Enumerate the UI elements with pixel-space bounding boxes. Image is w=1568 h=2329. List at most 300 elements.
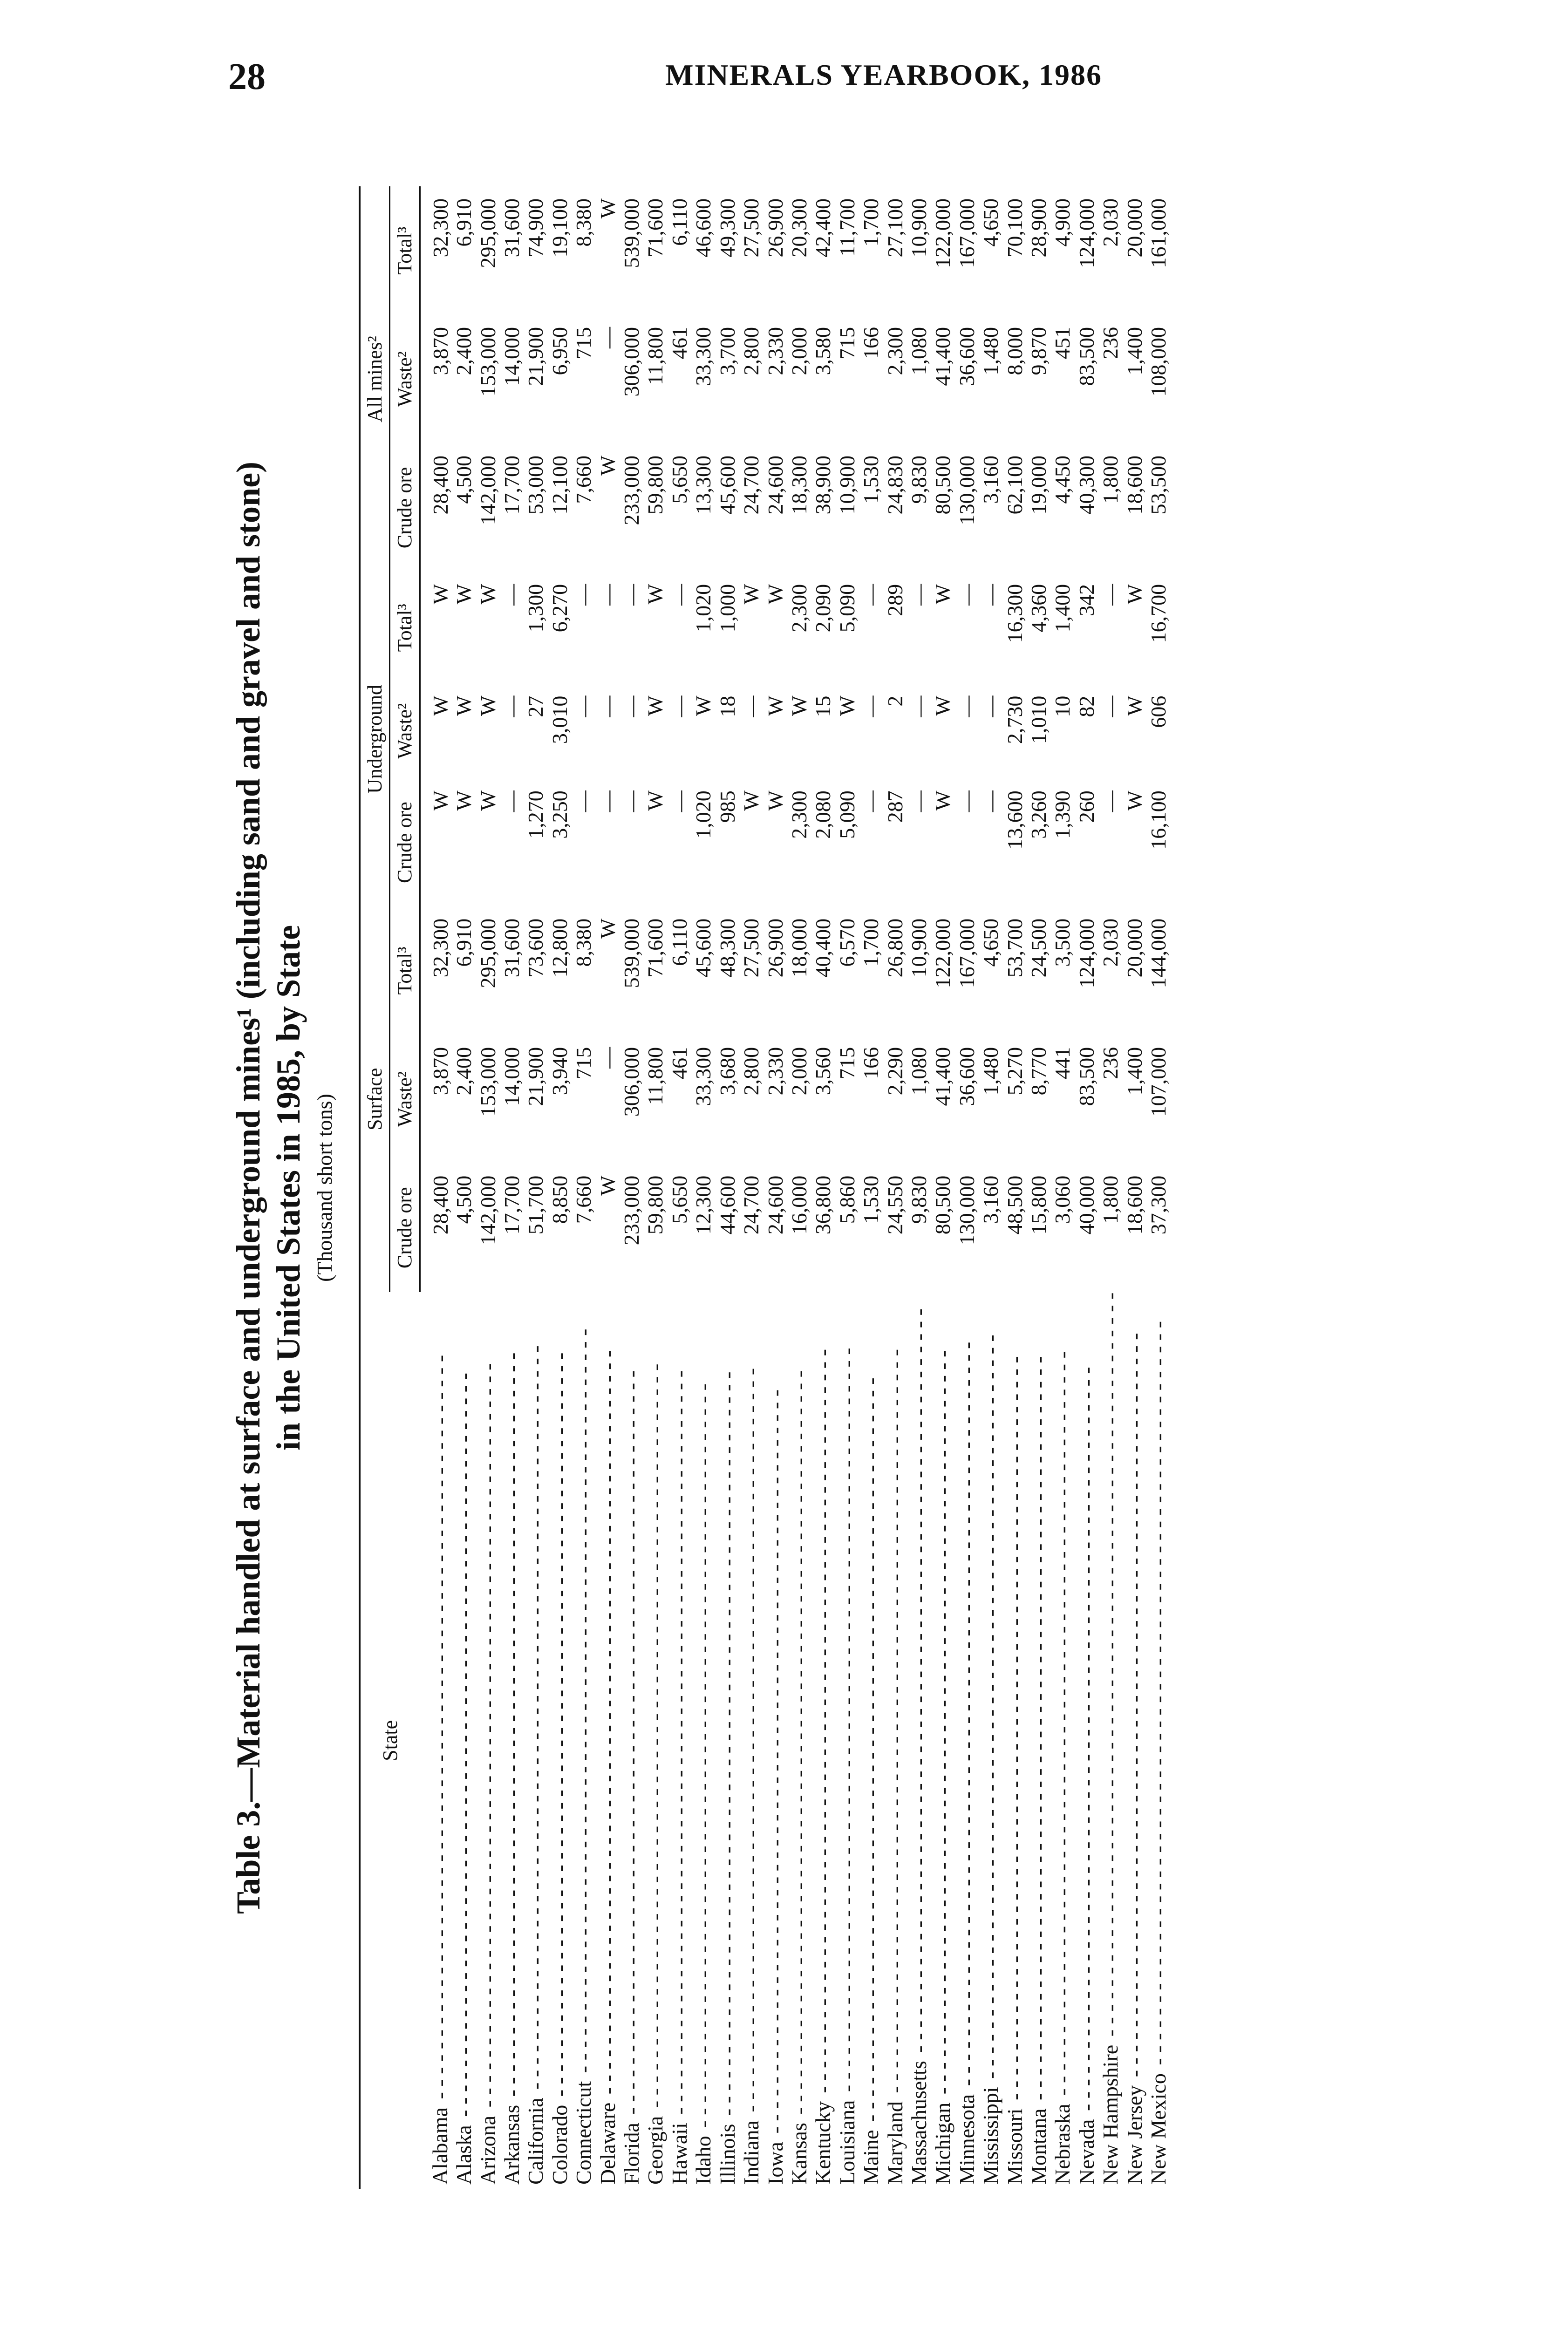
state-cell: [764, 1292, 787, 2189]
cell-underground-crude-ore: W: [763, 790, 787, 811]
state-cell: [811, 1292, 835, 2189]
cell-all-total: 49,300: [715, 198, 739, 258]
cell-underground-total: —: [572, 584, 596, 606]
state-cell: [907, 1292, 931, 2189]
cell-surface-waste: 5,270: [1002, 1047, 1027, 1096]
cell-surface-total: 48,300: [715, 918, 739, 978]
state-cell: [1027, 1292, 1050, 2189]
cell-all-total: 27,500: [739, 198, 764, 258]
state-name: Kentucky: [811, 2098, 835, 2185]
cell-all-total: 167,000: [954, 198, 979, 268]
cell-all-total: 4,650: [979, 198, 1003, 247]
cell-all-total: 161,000: [1146, 198, 1170, 268]
dot-leader: - - - - - - - - - - - - - - - - - - - - - - - - - - - - - - - - - - - - - - - - - - - - - - - - - - - - - - - - - - - -: [1122, 1333, 1146, 2083]
cell-surface-waste: 461: [667, 1047, 691, 1079]
cell-surface-crude-ore: 40,000: [1074, 1175, 1098, 1235]
cell-all-waste: 236: [1098, 327, 1123, 360]
cell-all-crude-ore: 45,600: [715, 455, 739, 515]
state-name: Arizona: [476, 2113, 500, 2185]
cell-surface-waste: 2,290: [883, 1047, 907, 1096]
cell-all-waste: 1,080: [907, 327, 931, 375]
cell-surface-waste: 441: [1050, 1047, 1075, 1079]
cell-surface-total: 6,110: [667, 918, 691, 966]
cell-all-total: 2,030: [1098, 198, 1123, 247]
cell-all-waste: 166: [859, 327, 883, 360]
cell-surface-total: 6,910: [452, 918, 476, 967]
dot-leader: - - - - - - - - - - - - - - - - - - - - - - - - - - - - - - - - - - - - - - - - - - - - - - - - - - - - - - - - - - - -: [931, 1350, 955, 2100]
cell-surface-waste: 2,330: [763, 1047, 787, 1096]
cell-surface-crude-ore: 8,850: [547, 1175, 572, 1224]
cell-underground-total: —: [907, 584, 931, 606]
table-row: [931, 186, 954, 2189]
cell-surface-waste: 153,000: [476, 1047, 500, 1117]
cell-surface-total: 27,500: [739, 918, 764, 978]
cell-all-total: 124,000: [1074, 198, 1098, 268]
cell-all-waste: 8,000: [1002, 327, 1027, 375]
cell-underground-waste: —: [859, 695, 883, 717]
table-row: [1146, 186, 1170, 2189]
col-group-all-mines: All mines²: [360, 186, 390, 572]
cell-surface-total: 144,000: [1146, 918, 1170, 988]
cell-underground-total: 16,300: [1002, 584, 1027, 643]
cell-all-total: 28,900: [1026, 198, 1050, 258]
cell-all-total: 71,600: [643, 198, 668, 258]
dot-leader: - - - - - - - - - - - - - - - - - - - - - - - - - - - - - - - - - - - - - - - - - - - - - - - - - - - - - - - - - - - -: [954, 1342, 979, 2091]
table-title-line-2: in the United States in 1985, by State: [270, 925, 307, 1451]
cell-underground-crude-ore: W: [476, 790, 500, 811]
cell-all-waste: 33,300: [691, 327, 716, 386]
table-title: [228, 186, 308, 2189]
state-name: Nebraska: [1050, 2101, 1074, 2185]
cell-surface-waste: 236: [1098, 1047, 1123, 1079]
cell-all-waste: 451: [1050, 327, 1075, 360]
cell-all-waste: 41,400: [931, 327, 955, 386]
col-header-all-waste: Waste²: [390, 315, 420, 443]
cell-underground-crude-ore: —: [572, 790, 596, 812]
state-cell: [859, 1292, 883, 2189]
cell-all-crude-ore: 13,300: [691, 455, 716, 515]
state-name: Illinois: [716, 2121, 739, 2185]
state-name: Delaware: [596, 2100, 620, 2185]
state-cell: [955, 1292, 979, 2189]
state-name: New Jersey: [1123, 2083, 1146, 2185]
table-row: [1050, 186, 1074, 2189]
rotated-table-block: [219, 186, 1430, 2189]
cell-all-waste: 2,000: [787, 327, 811, 375]
cell-surface-waste: 3,940: [547, 1047, 572, 1096]
cell-all-waste: 9,870: [1026, 327, 1050, 375]
cell-surface-waste: 21,900: [524, 1047, 548, 1106]
cell-underground-total: —: [667, 584, 691, 606]
state-cell: [452, 1292, 476, 2189]
state-cell: [691, 1292, 715, 2189]
state-cell: [643, 1292, 667, 2189]
cell-underground-crude-ore: 13,600: [1002, 790, 1027, 850]
cell-all-total: 19,100: [547, 198, 572, 258]
state-name: Georgia: [643, 2113, 667, 2185]
state-cell: [1003, 1292, 1027, 2189]
table-row: [1098, 186, 1122, 2189]
table-row: [572, 186, 595, 2189]
cell-all-crude-ore: 18,600: [1122, 455, 1146, 515]
cell-all-total: 46,600: [691, 198, 716, 258]
state-name: Colorado: [548, 2102, 572, 2185]
cell-surface-crude-ore: 4,500: [452, 1175, 476, 1224]
cell-all-total: 4,900: [1050, 198, 1075, 247]
cell-underground-crude-ore: W: [1122, 790, 1146, 811]
cell-all-total: 8,380: [572, 198, 596, 247]
dot-leader: - - - - - - - - - - - - - - - - - - - - - - - - - - - - - - - - - - - - - - - - - - - - - - - - - - - - - - - - - - - -: [859, 1377, 883, 2127]
cell-surface-crude-ore: 3,160: [979, 1175, 1003, 1224]
dot-leader: - - - - - - - - - - - - - - - - - - - - - - - - - - - - - - - - - - - - - - - - - - - - - - - - - - - - - - - - - - - -: [1146, 1321, 1170, 2071]
cell-all-total: 122,000: [931, 198, 955, 268]
dot-leader: - - - - - - - - - - - - - - - - - - - - - - - - - - - - - - - - - - - - - - - - - - - - - - - - - - - - - - - - - - - -: [835, 1348, 859, 2097]
cell-all-crude-ore: 24,700: [739, 455, 764, 515]
cell-surface-total: 8,380: [572, 918, 596, 967]
table-row: [1075, 186, 1098, 2189]
cell-all-waste: 306,000: [620, 327, 644, 397]
table-row: [907, 186, 931, 2189]
cell-underground-waste: 3,010: [547, 695, 572, 744]
state-name: Minnesota: [955, 2091, 979, 2185]
cell-all-waste: 108,000: [1146, 327, 1170, 397]
cell-underground-total: 1,000: [715, 584, 739, 633]
cell-all-crude-ore: 10,900: [835, 455, 859, 515]
cell-all-crude-ore: 1,800: [1098, 455, 1123, 504]
cell-surface-crude-ore: 44,600: [715, 1175, 739, 1235]
state-cell: [620, 1292, 643, 2189]
cell-underground-crude-ore: 260: [1074, 790, 1098, 823]
state-name: Louisiana: [835, 2097, 859, 2185]
cell-underground-crude-ore: —: [1098, 790, 1123, 812]
cell-underground-total: W: [931, 584, 955, 605]
table-row: [524, 186, 547, 2189]
cell-underground-waste: 15: [811, 695, 835, 717]
cell-underground-total: —: [979, 584, 1003, 606]
cell-all-waste: 1,480: [979, 327, 1003, 375]
dot-leader: - - - - - - - - - - - - - - - - - - - - - - - - - - - - - - - - - - - - - - - - - - - - - - - - - - - - - - - - - - - -: [620, 1370, 644, 2120]
cell-surface-total: W: [595, 918, 620, 939]
cell-surface-crude-ore: 16,000: [787, 1175, 811, 1235]
cell-underground-crude-ore: W: [428, 790, 452, 811]
cell-underground-waste: 2,730: [1002, 695, 1027, 744]
cell-all-total: 32,300: [428, 198, 452, 258]
cell-surface-waste: 33,300: [691, 1047, 716, 1106]
table-row: [596, 186, 620, 2189]
col-header-surface-crude-ore: Crude ore: [390, 1164, 420, 1292]
state-cell: [476, 1292, 500, 2189]
cell-underground-crude-ore: —: [859, 790, 883, 812]
state-name: Montana: [1027, 2105, 1050, 2185]
cell-underground-crude-ore: —: [620, 790, 644, 812]
cell-underground-total: —: [954, 584, 979, 606]
cell-underground-total: W: [763, 584, 787, 605]
cell-surface-total: 71,600: [643, 918, 668, 978]
cell-all-crude-ore: 1,530: [859, 455, 883, 504]
cell-underground-waste: —: [907, 695, 931, 717]
table-row: [691, 186, 715, 2189]
cell-all-crude-ore: 12,100: [547, 455, 572, 515]
cell-underground-crude-ore: 1,270: [524, 790, 548, 839]
state-name: Maryland: [883, 2098, 907, 2185]
running-head: MINERALS YEARBOOK, 1986: [665, 58, 1102, 91]
cell-surface-waste: 3,870: [428, 1047, 452, 1096]
cell-surface-crude-ore: 37,300: [1146, 1175, 1170, 1235]
cell-all-crude-ore: 233,000: [620, 455, 644, 525]
cell-surface-waste: 83,500: [1074, 1047, 1098, 1106]
cell-underground-waste: 10: [1050, 695, 1075, 717]
dot-leader: - - - - - - - - - - - - - - - - - - - - - - - - - - - - - - - - - - - - - - - - - - - - - - - - - - - - - - - - - - - -: [715, 1371, 739, 2121]
state-name: Florida: [620, 2120, 643, 2185]
cell-underground-crude-ore: W: [452, 790, 476, 811]
cell-all-crude-ore: W: [595, 455, 620, 476]
state-cell: [835, 1292, 859, 2189]
cell-underground-crude-ore: —: [500, 790, 524, 812]
cell-surface-crude-ore: 51,700: [524, 1175, 548, 1235]
cell-underground-total: W: [452, 584, 476, 605]
state-cell: [1123, 1292, 1146, 2189]
state-cell: [1146, 1292, 1170, 2189]
state-cell: [500, 1292, 524, 2189]
cell-all-total: W: [595, 198, 620, 219]
cell-underground-waste: W: [691, 695, 716, 716]
cell-surface-total: 167,000: [954, 918, 979, 988]
cell-underground-crude-ore: 985: [715, 790, 739, 823]
state-name: Arkansas: [500, 2102, 524, 2185]
state-cell: [420, 1292, 452, 2189]
cell-all-waste: 36,600: [954, 327, 979, 386]
cell-surface-total: 1,700: [859, 918, 883, 967]
state-name: Michigan: [931, 2100, 954, 2185]
cell-surface-crude-ore: 7,660: [572, 1175, 596, 1224]
table-row: [835, 186, 859, 2189]
state-cell: [1050, 1292, 1074, 2189]
cell-surface-total: 26,800: [883, 918, 907, 978]
cell-surface-waste: 11,800: [643, 1047, 668, 1105]
cell-surface-total: 20,000: [1122, 918, 1146, 978]
cell-all-crude-ore: 28,400: [428, 455, 452, 515]
table-row: [1123, 186, 1146, 2189]
cell-underground-total: W: [428, 584, 452, 605]
cell-all-waste: 2,330: [763, 327, 787, 375]
cell-all-crude-ore: 5,650: [667, 455, 691, 504]
state-name: Iowa: [764, 2139, 787, 2185]
cell-surface-waste: 715: [835, 1047, 859, 1079]
cell-all-waste: 3,700: [715, 327, 739, 375]
cell-underground-crude-ore: 5,090: [835, 790, 859, 839]
cell-underground-crude-ore: 16,100: [1146, 790, 1170, 850]
col-header-underground-crude-ore: Crude ore: [390, 778, 420, 906]
cell-all-total: 295,000: [476, 198, 500, 268]
cell-all-total: 20,000: [1122, 198, 1146, 258]
cell-all-crude-ore: 53,000: [524, 455, 548, 515]
cell-surface-waste: 1,400: [1122, 1047, 1146, 1096]
cell-surface-waste: 306,000: [620, 1047, 644, 1117]
state-cell: [1098, 1292, 1122, 2189]
cell-underground-waste: W: [931, 695, 955, 716]
state-name: Mississippi: [979, 2084, 1002, 2185]
cell-all-waste: 715: [835, 327, 859, 360]
table-row: [716, 186, 739, 2189]
cell-all-waste: 153,000: [476, 327, 500, 397]
cell-underground-total: 4,360: [1026, 584, 1050, 633]
dot-leader: - - - - - - - - - - - - - - - - - - - - - - - - - - - - - - - - - - - - - - - - - - - - - - - - - - - - - - - - - - - -: [979, 1335, 1003, 2084]
cell-underground-waste: —: [595, 695, 620, 717]
dot-leader: - - - - - - - - - - - - - - - - - - - - - - - - - - - - - - - - - - - - - - - - - - - - - - - - - - - - - - - - - - - -: [524, 1345, 548, 2095]
cell-underground-total: 1,400: [1050, 584, 1075, 633]
dot-leader: - - - - - - - - - - - - - - - - - - - - - - - - - - - - - - - - - - - - - - - - - - - - - - - - - - - - - - - - - - - -: [1050, 1351, 1075, 2101]
cell-underground-total: W: [643, 584, 668, 605]
cell-underground-crude-ore: 3,250: [547, 790, 572, 839]
cell-surface-total: 53,700: [1002, 918, 1027, 978]
cell-underground-total: 342: [1074, 584, 1098, 616]
table-title-line-1: Table 3.—Material handled at surface and underground mines¹ (including sand and gravel and stone): [230, 461, 267, 1914]
cell-underground-waste: 27: [524, 695, 548, 717]
cell-underground-total: —: [620, 584, 644, 606]
cell-underground-waste: 1,010: [1026, 695, 1050, 744]
state-cell: [931, 1292, 954, 2189]
cell-underground-waste: —: [572, 695, 596, 717]
cell-underground-total: —: [500, 584, 524, 606]
cell-surface-crude-ore: 28,400: [428, 1175, 452, 1235]
state-name: Maine: [859, 2127, 883, 2185]
cell-underground-waste: 2: [883, 695, 907, 707]
cell-underground-crude-ore: 1,390: [1050, 790, 1075, 839]
cell-all-crude-ore: 142,000: [476, 455, 500, 525]
dot-leader: - - - - - - - - - - - - - - - - - - - - - - - - - - - - - - - - - - - - - - - - - - - - - - - - - - - - - - - - - - - -: [691, 1383, 716, 2133]
dot-leader: - - - - - - - - - - - - - - - - - - - - - - - - - - - - - - - - - - - - - - - - - - - - - - - - - - - - - - - - - - - -: [547, 1352, 572, 2102]
cell-underground-total: W: [1122, 584, 1146, 605]
cell-underground-total: 16,700: [1146, 584, 1170, 643]
cell-underground-crude-ore: —: [667, 790, 691, 812]
cell-all-crude-ore: 19,000: [1026, 455, 1050, 515]
cell-surface-total: 40,400: [811, 918, 835, 978]
table-row: [500, 186, 524, 2189]
table-row: [620, 186, 643, 2189]
state-cell: [739, 1292, 763, 2189]
cell-all-waste: 21,900: [524, 327, 548, 386]
table-row: [859, 186, 883, 2189]
cell-surface-crude-ore: 142,000: [476, 1175, 500, 1246]
dot-leader: - - - - - - - - - - - - - - - - - - - - - - - - - - - - - - - - - - - - - - - - - - - - - - - - - - - - - - - - - - - -: [883, 1349, 907, 2099]
cell-all-crude-ore: 53,500: [1146, 455, 1170, 515]
dot-leader: - - - - - - - - - - - - - - - - - - - - - - - - - - - - - - - - - - - - - - - - - - - - - - - - - - - - - - - - - - - -: [476, 1363, 500, 2113]
cell-all-crude-ore: 4,450: [1050, 455, 1075, 504]
cell-surface-waste: 14,000: [500, 1047, 524, 1106]
cell-underground-waste: 606: [1146, 695, 1170, 728]
cell-underground-waste: —: [1098, 695, 1123, 717]
col-header-surface-total: Total³: [390, 906, 420, 1035]
table-row: [1027, 186, 1050, 2189]
cell-all-crude-ore: 24,600: [763, 455, 787, 515]
cell-surface-waste: 3,680: [715, 1047, 739, 1096]
dot-leader: - - - - - - - - - - - - - - - - - - - - - - - - - - - - - - - - - - - - - - - - - - - - - - - - - - - - - - - - - - - -: [1074, 1367, 1098, 2117]
cell-surface-waste: 166: [859, 1047, 883, 1079]
cell-underground-crude-ore: 3,260: [1026, 790, 1050, 839]
cell-underground-waste: —: [954, 695, 979, 717]
dot-leader: - - - - - - - - - - - - - - - - - - - - - - - - - - - - - - - - - - - - - - - - - - - - - - - - - - - - - - - - - - - -: [572, 1328, 596, 2078]
cell-surface-waste: 2,400: [452, 1047, 476, 1096]
cell-all-waste: 14,000: [500, 327, 524, 386]
cell-surface-waste: 2,000: [787, 1047, 811, 1096]
cell-all-crude-ore: 9,830: [907, 455, 931, 504]
table-row: [548, 186, 572, 2189]
cell-underground-crude-ore: W: [739, 790, 764, 811]
state-name: Idaho: [691, 2133, 715, 2185]
cell-all-waste: 6,950: [547, 327, 572, 375]
dot-leader: - - - - - - - - - - - - - - - - - - - - - - - - - - - - - - - - - - - - - - - - - - - - - - - - - - - - - - - - - - - -: [1026, 1356, 1050, 2106]
cell-surface-waste: 41,400: [931, 1047, 955, 1106]
state-cell: [883, 1292, 907, 2189]
cell-all-total: 26,900: [763, 198, 787, 258]
state-cell: [668, 1292, 691, 2189]
cell-surface-crude-ore: 1,800: [1098, 1175, 1123, 1224]
cell-surface-crude-ore: 3,060: [1050, 1175, 1075, 1224]
cell-surface-total: 18,000: [787, 918, 811, 978]
table-row: [668, 186, 691, 2189]
cell-all-waste: 83,500: [1074, 327, 1098, 386]
cell-underground-total: W: [739, 584, 764, 605]
col-header-all-total: Total³: [390, 186, 420, 315]
cell-underground-crude-ore: W: [643, 790, 668, 811]
cell-surface-waste: —: [595, 1047, 620, 1069]
dot-leader: - - - - - - - - - - - - - - - - - - - - - - - - - - - - - - - - - - - - - - - - - - - - - - - - - - - - - - - - - - - -: [452, 1373, 476, 2123]
cell-all-crude-ore: 130,000: [954, 455, 979, 525]
cell-underground-waste: 82: [1074, 695, 1098, 717]
cell-surface-crude-ore: 233,000: [620, 1175, 644, 1246]
cell-surface-waste: 1,080: [907, 1047, 931, 1096]
cell-all-total: 27,100: [883, 198, 907, 258]
cell-surface-waste: 715: [572, 1047, 596, 1079]
cell-all-crude-ore: 3,160: [979, 455, 1003, 504]
table-row: [739, 186, 763, 2189]
cell-surface-crude-ore: 24,700: [739, 1175, 764, 1235]
cell-surface-crude-ore: 24,600: [763, 1175, 787, 1235]
cell-underground-waste: W: [452, 695, 476, 716]
col-group-underground: Underground: [360, 572, 390, 906]
cell-underground-waste: —: [620, 695, 644, 717]
table-row: [1003, 186, 1027, 2189]
cell-all-total: 11,700: [835, 198, 859, 257]
state-cell: [1075, 1292, 1098, 2189]
cell-underground-waste: W: [643, 695, 668, 716]
cell-surface-crude-ore: 24,550: [883, 1175, 907, 1235]
state-name: Kansas: [787, 2120, 811, 2185]
dot-leader: - - - - - - - - - - - - - - - - - - - - - - - - - - - - - - - - - - - - - - - - - - - - - - - - - - - - - - - - - - - -: [763, 1389, 787, 2139]
cell-all-crude-ore: 7,660: [572, 455, 596, 504]
cell-surface-total: 31,600: [500, 918, 524, 978]
cell-all-total: 20,300: [787, 198, 811, 258]
table-row: [787, 186, 811, 2189]
cell-all-total: 74,900: [524, 198, 548, 258]
cell-underground-total: W: [476, 584, 500, 605]
table-row: [955, 186, 979, 2189]
cell-surface-total: 2,030: [1098, 918, 1123, 967]
cell-underground-waste: W: [787, 695, 811, 716]
cell-all-total: 31,600: [500, 198, 524, 258]
cell-surface-total: 12,800: [547, 918, 572, 978]
cell-all-crude-ore: 24,830: [883, 455, 907, 515]
cell-all-total: 1,700: [859, 198, 883, 247]
state-cell: [572, 1292, 595, 2189]
dot-leader: - - - - - - - - - - - - - - - - - - - - - - - - - - - - - - - - - - - - - - - - - - - - - - - - - - - - - - - - - - - -: [811, 1349, 835, 2099]
cell-underground-crude-ore: 1,020: [691, 790, 716, 839]
cell-underground-crude-ore: 287: [883, 790, 907, 823]
cell-surface-crude-ore: 5,650: [667, 1175, 691, 1224]
cell-surface-total: 6,570: [835, 918, 859, 967]
cell-all-waste: 2,300: [883, 327, 907, 375]
state-name: New Hampshire: [1098, 2042, 1122, 2185]
